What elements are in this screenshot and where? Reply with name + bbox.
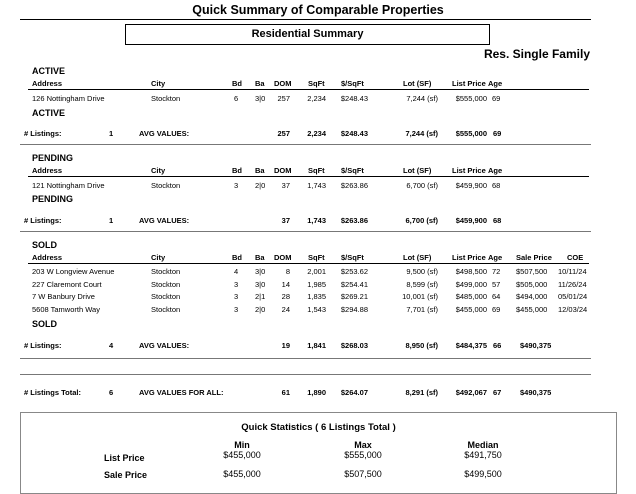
active-section: [20, 66, 591, 146]
sold-footer: SOLD: [32, 319, 58, 329]
row-age: 68: [492, 181, 501, 190]
avg-lot: 8,950 (sf): [405, 341, 438, 350]
total-listings-count: 6: [109, 388, 114, 397]
row-price-sqft: $254.41: [340, 279, 368, 289]
header-rule: [28, 263, 589, 264]
row-dom: 14: [281, 279, 290, 289]
row-coe: 11/26/24: [558, 279, 587, 289]
row-sqft: 1,835: [307, 292, 326, 301]
sold-section: [20, 240, 591, 355]
stats-row-label: List Price: [104, 453, 145, 463]
row-lot: 9,500 (sf): [406, 267, 438, 276]
listings-count: 1: [109, 216, 114, 225]
col-lot: Lot (SF): [403, 166, 432, 175]
row-ba: 2|1: [255, 292, 266, 301]
pending-section: [20, 153, 591, 233]
row-sqft: 1,543: [307, 304, 326, 314]
listings-label: # Listings:: [24, 341, 62, 350]
col-age: Age: [488, 79, 503, 88]
avg-sale-price: $490,375: [520, 341, 552, 350]
avg-list-price: $555,000: [455, 129, 487, 138]
avg-dom: 257: [277, 129, 290, 138]
stats-max-value: $555,000: [344, 450, 382, 460]
stats-min-value: $455,000: [223, 469, 261, 479]
stats-title: Quick Statistics ( 6 Listings Total ): [241, 422, 396, 433]
row-sqft: 2,001: [307, 267, 326, 276]
stats-header-max: Max: [354, 440, 372, 450]
avg-age: 66: [493, 341, 502, 350]
avg-age: 69: [493, 129, 502, 138]
total-avg-lot: 8,291 (sf): [405, 388, 438, 397]
row-sale-price: $507,500: [516, 267, 548, 276]
row-bd: 4: [234, 267, 239, 276]
row-lot: 6,700 (sf): [406, 181, 438, 190]
col-dom: DOM: [274, 79, 292, 88]
avg-label: AVG VALUES:: [139, 341, 190, 350]
row-list-price: $498,500: [455, 267, 487, 276]
row-sale-price: $455,000: [516, 304, 548, 314]
row-city: Stockton: [151, 304, 181, 314]
col-price-sqft: $/SqFt: [341, 79, 364, 88]
col-address: Address: [32, 166, 63, 175]
row-ba: 3|0: [255, 267, 266, 276]
row-sale-price: $494,000: [516, 292, 548, 301]
active-title: ACTIVE: [32, 66, 66, 76]
row-price-sqft: $263.86: [340, 181, 368, 190]
total-avg-sqft: 1,890: [307, 388, 326, 397]
total-listings-label: # Listings Total:: [24, 388, 81, 397]
row-address: 203 W Longview Avenue: [32, 267, 115, 276]
stats-max-value: $507,500: [344, 469, 382, 479]
col-bd: Bd: [232, 79, 242, 88]
col-price-sqft: $/SqFt: [341, 166, 364, 175]
row-list-price: $459,900: [455, 181, 487, 190]
avg-list-price: $459,900: [455, 216, 487, 225]
row-bd: 3: [234, 181, 239, 190]
row-city: Stockton: [151, 267, 181, 276]
listings-count: 1: [109, 129, 114, 138]
col-dom: DOM: [274, 166, 292, 175]
total-avg-age: 67: [493, 388, 502, 397]
property-type-label: Res. Single Family: [483, 47, 590, 61]
row-address: 227 Claremont Court: [32, 279, 102, 289]
avg-sqft: 1,841: [307, 341, 326, 350]
pending-title: PENDING: [32, 153, 74, 163]
row-ba: 3|0: [255, 94, 266, 103]
quick-statistics-panel: [20, 412, 617, 494]
row-address: 121 Nottingham Drive: [32, 181, 105, 190]
total-avg-label: AVG VALUES FOR ALL:: [139, 388, 224, 397]
col-ba: Ba: [255, 166, 265, 175]
col-list-price: List Price: [452, 253, 486, 262]
total-avg-list-price: $492,067: [455, 388, 487, 397]
row-price-sqft: $253.62: [340, 267, 368, 276]
row-list-price: $499,000: [455, 279, 487, 289]
active-footer: ACTIVE: [32, 108, 66, 118]
row-lot: 7,701 (sf): [406, 304, 438, 314]
avg-lot: 6,700 (sf): [405, 216, 438, 225]
total-avg-price-sqft: $264.07: [340, 388, 368, 397]
col-age: Age: [488, 253, 503, 262]
summary-box-title: Residential Summary: [125, 24, 490, 45]
col-sqft: SqFt: [308, 166, 325, 175]
avg-price-sqft: $248.43: [340, 129, 368, 138]
row-address: 7 W Banbury Drive: [32, 292, 95, 301]
col-bd: Bd: [232, 253, 242, 262]
row-sale-price: $505,000: [516, 279, 548, 289]
col-sqft: SqFt: [308, 253, 325, 262]
avg-price-sqft: $263.86: [340, 216, 368, 225]
row-age: 57: [492, 279, 501, 289]
row-dom: 37: [281, 181, 290, 190]
col-lot: Lot (SF): [403, 253, 432, 262]
col-age: Age: [488, 166, 503, 175]
row-list-price: $485,000: [455, 292, 487, 301]
row-coe: 12/03/24: [558, 304, 588, 314]
row-sqft: 2,234: [307, 94, 326, 103]
row-dom: 28: [281, 292, 290, 301]
col-list-price: List Price: [452, 79, 486, 88]
section-divider: [20, 358, 591, 359]
row-bd: 6: [234, 94, 239, 103]
col-price-sqft: $/SqFt: [341, 253, 364, 262]
avg-sqft: 1,743: [307, 216, 326, 225]
section-divider: [20, 231, 591, 232]
row-city: Stockton: [151, 94, 181, 103]
row-dom: 257: [277, 94, 290, 103]
stats-header-median: Median: [467, 440, 499, 450]
pending-footer: PENDING: [32, 194, 74, 204]
stats-median-value: $499,500: [464, 469, 502, 479]
row-ba: 2|0: [255, 181, 266, 190]
avg-sqft: 2,234: [307, 129, 326, 138]
avg-price-sqft: $268.03: [340, 341, 368, 350]
totals-top-rule: [20, 374, 591, 375]
stats-row-label: Sale Price: [104, 470, 148, 480]
row-lot: 8,599 (sf): [406, 279, 438, 289]
avg-label: AVG VALUES:: [139, 216, 190, 225]
stats-min-value: $455,000: [223, 450, 261, 460]
row-dom: 24: [281, 304, 290, 314]
row-address: 5608 Tamworth Way: [32, 304, 100, 314]
col-address: Address: [32, 253, 63, 262]
stats-median-value: $491,750: [464, 450, 502, 460]
avg-dom: 19: [281, 341, 290, 350]
col-city: City: [151, 253, 166, 262]
row-dom: 8: [285, 267, 290, 276]
listings-label: # Listings:: [24, 129, 62, 138]
avg-dom: 37: [281, 216, 290, 225]
header-rule: [28, 89, 589, 90]
avg-label: AVG VALUES:: [139, 129, 190, 138]
sold-title: SOLD: [32, 240, 58, 250]
col-address: Address: [32, 79, 63, 88]
col-ba: Ba: [255, 79, 265, 88]
row-age: 69: [492, 94, 501, 103]
row-age: 69: [492, 304, 501, 314]
row-list-price: $555,000: [455, 94, 487, 103]
col-ba: Ba: [255, 253, 265, 262]
row-price-sqft: $269.21: [340, 292, 368, 301]
row-coe: 10/11/24: [558, 267, 587, 276]
title-rule: [20, 19, 591, 20]
row-bd: 3: [234, 279, 239, 289]
total-avg-dom: 61: [281, 388, 290, 397]
listings-count: 4: [109, 341, 114, 350]
row-bd: 3: [234, 292, 239, 301]
col-dom: DOM: [274, 253, 292, 262]
avg-age: 68: [493, 216, 502, 225]
row-city: Stockton: [151, 181, 181, 190]
row-lot: 7,244 (sf): [406, 94, 438, 103]
row-lot: 10,001 (sf): [402, 292, 438, 301]
col-city: City: [151, 79, 166, 88]
row-bd: 3: [234, 304, 239, 314]
col-lot: Lot (SF): [403, 79, 432, 88]
col-bd: Bd: [232, 166, 242, 175]
row-city: Stockton: [151, 279, 181, 289]
col-city: City: [151, 166, 166, 175]
col-list-price: List Price: [452, 166, 486, 175]
row-age: 72: [492, 267, 501, 276]
col-sqft: SqFt: [308, 79, 325, 88]
row-address: 126 Nottingham Drive: [32, 94, 105, 103]
totals-section: [20, 378, 591, 408]
row-price-sqft: $294.88: [340, 304, 368, 314]
row-list-price: $455,000: [455, 304, 487, 314]
row-coe: 05/01/24: [558, 292, 588, 301]
avg-list-price: $484,375: [455, 341, 487, 350]
row-city: Stockton: [151, 292, 181, 301]
total-avg-sale-price: $490,375: [520, 388, 552, 397]
page-title: Quick Summary of Comparable Properties: [192, 3, 444, 17]
header-rule: [28, 176, 589, 177]
section-divider: [20, 144, 591, 145]
row-price-sqft: $248.43: [340, 94, 368, 103]
row-ba: 3|0: [255, 279, 266, 289]
row-sqft: 1,743: [307, 181, 326, 190]
row-age: 64: [492, 292, 501, 301]
avg-lot: 7,244 (sf): [405, 129, 438, 138]
col-coe: COE: [567, 253, 584, 262]
row-ba: 2|0: [255, 304, 266, 314]
stats-header-min: Min: [234, 440, 250, 450]
listings-label: # Listings:: [24, 216, 62, 225]
col-sale-price: Sale Price: [516, 253, 552, 262]
row-sqft: 1,985: [307, 279, 326, 289]
